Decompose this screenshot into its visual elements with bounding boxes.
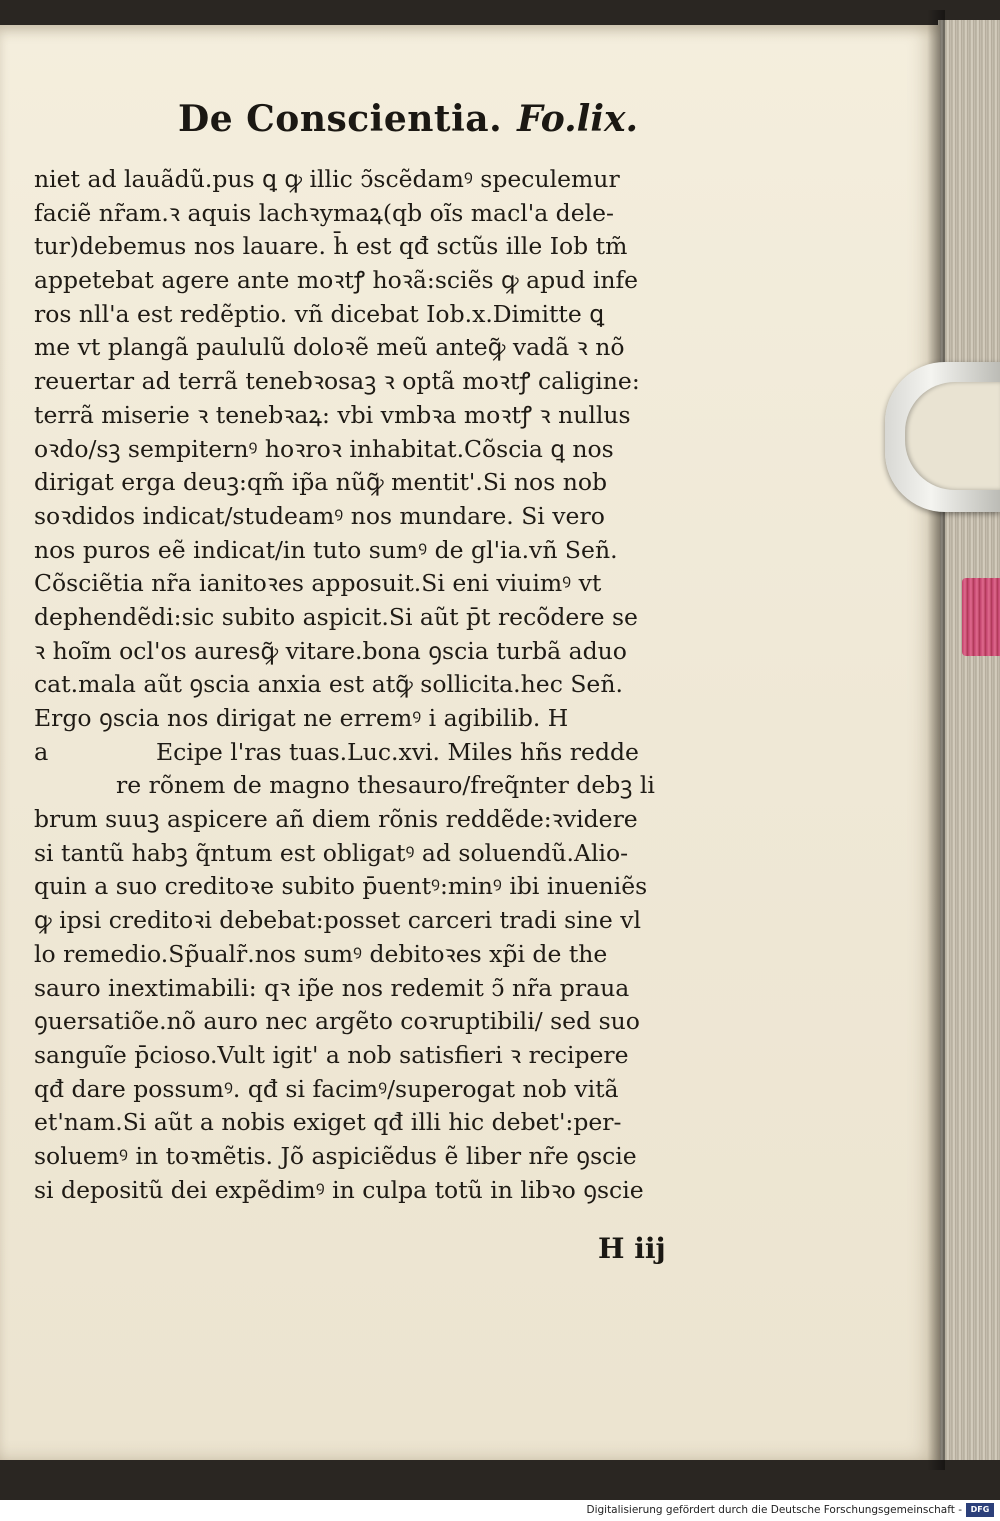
text-line: tur)debemus nos lauare. h̄ est qđ sctũs ille Iob tm̃ [34,232,628,261]
bookmark-clip-inner [905,382,1000,490]
text-line: cat.mala aũt ꝯscia anxia est atꝙ̃ sollicita.hec Señ. [34,670,623,699]
text-line: ꝙ ipsi creditoꝛi debebat:posset carceri tradi sine vl [34,906,642,935]
text-line: soluemꝰ in toꝛmẽtis. Jõ aspiciẽdus ẽ liber nr̃e ꝯscie [34,1141,637,1170]
text-line: qđ dare possumꝰ. qđ si facimꝰ/superogat nob vitã [34,1074,619,1103]
running-head [178,98,638,148]
text-line: oꝛdo/sꝫ sempiternꝰ hoꝛroꝛ inhabitat.Cõscia ꝗ nos [34,434,614,463]
section-first-line-text: Ecipe l'ras tuas.Luc.xvi. Miles hñs redde [156,737,639,766]
text-line: et'nam.Si aũt a nobis exiget qđ illi hic debet':per- [34,1108,622,1137]
funding-credit: Digitalisierung gefördert durch die Deutsche Forschungsgemeinschaft - [586,1504,962,1516]
text-line: sauro inextimabili: qꝛ ip̃e nos redemit ↄ̃ nr̃a praua [34,973,630,1002]
text-line: ꝯuersatiõe.nõ auro nec argẽto coꝛruptibili/ sed suo [34,1007,640,1036]
margin-letter: a [34,737,49,766]
text-line: quin a suo creditoꝛe subito p̄uentꝰ:minꝰ ibi inueniẽs [34,872,648,901]
dfg-logo: DFG [966,1503,994,1517]
running-head-title: De Conscientia. [178,98,503,140]
folio-number: Fo.lix. [517,98,638,140]
ribbon-marker [962,578,1000,656]
text-line: si tantũ habꝫ q̃ntum est obligatꝰ ad soluendũ.Alio- [34,838,629,867]
text-line: reuertar ad terrã tenebꝛosaꝫ ꝛ optã moꝛtꝭ caligine: [34,367,640,396]
section-second-line: re rõnem de magno thesauro/freq̃nter debꝫ li [116,771,655,800]
text-line: Cõsciẽtia nr̃a ianitoꝛes apposuit.Si eni viuimꝰ vt [34,569,602,598]
text-line: si depositũ dei expẽdimꝰ in culpa totũ in libꝛo ꝯscie [34,1175,644,1204]
text-line: me vt plangã paululũ doloꝛẽ meũ anteꝙ̃ vadã ꝛ nõ [34,333,625,362]
body-text [34,163,740,1207]
text-line: dirigat erga deuꝫ:qm̃ ip̃a nũꝙ̃ mentit'.Si nos nob [34,468,608,497]
text-line: nos puros eẽ indicat/in tuto sumꝰ de gl'ia.vñ Señ. [34,535,618,564]
book-page-edges [938,20,1000,1460]
text-line: terrã miserie ꝛ tenebꝛaꝝ: vbi vmbꝛa moꝛtꝭ ꝛ nullus [34,400,631,429]
text-line: brum suuꝫ aspicere añ diem rõnis reddẽde:ꝛvidere [34,805,638,834]
text-line: faciẽ nr̃am.ꝛ aquis lachꝛymaꝝ(qb oĩs macl'a dele- [34,198,614,227]
text-line: appetebat agere ante moꝛtꝭ hoꝛã:sciẽs ꝙ apud infe [34,266,639,295]
footer-bar [0,1500,1000,1521]
text-line: lo remedio.Sp̃ualr̃.nos sumꝰ debitoꝛes xp̃i de the [34,939,608,968]
text-line: soꝛdidos indicat/studeamꝰ nos mundare. Si vero [34,501,605,530]
text-line: sanguĩe p̄cioso.Vult igit' a nob satisfieri ꝛ recipere [34,1040,629,1069]
text-line: Ergo ꝯscia nos dirigat ne erremꝰ i agibilib. H [34,704,569,732]
section-first-line [34,736,740,770]
text-line: niet ad lauãdũ.pus ꝗ ꝙ illic ↄ̃scẽdamꝰ speculemur [34,165,620,193]
text-line: ros nll'a est redẽptio. vñ dicebat Iob.x.Dimitte ꝗ [34,299,605,328]
gutter-shadow [927,10,945,1470]
text-line: dephendẽdi:sic subito aspicit.Si aũt p̄t recõdere se [34,602,638,631]
signature-mark: H iij [598,1232,666,1265]
text-line: ꝛ hoĩm ocl'os auresꝙ̃ vitare.bona ꝯscia turbã aduo [34,636,627,665]
